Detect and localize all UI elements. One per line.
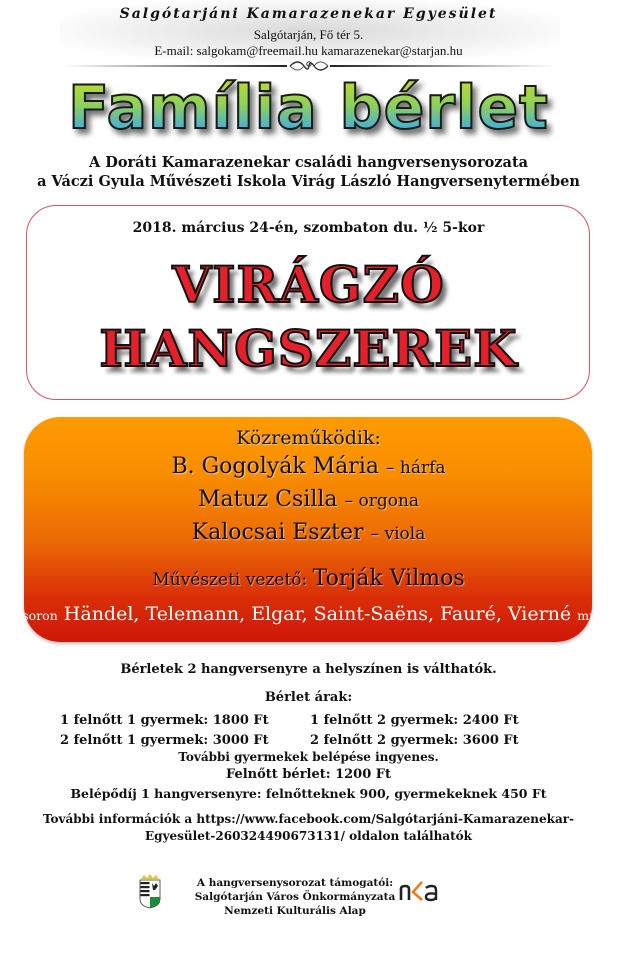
event-title-line-1: VIRÁGZÓ <box>172 255 445 314</box>
price-item: 1 felnőtt 1 gyermek: 1800 Ft <box>60 713 269 728</box>
price-item: 2 felnőtt 1 gyermek: 3000 Ft <box>60 733 269 748</box>
coat-of-arms-icon <box>138 873 162 909</box>
performer-row <box>0 454 617 479</box>
program-prefix: Műsoron <box>1 608 58 623</box>
director-label: Művészeti vezető: <box>152 570 308 590</box>
event-title-line-2: HANGSZEREK <box>99 319 518 378</box>
more-info-line-2[interactable]: Egyesület-260324490673131/ oldalon találhatók <box>145 829 472 843</box>
performer-name: Kalocsai Eszter <box>191 520 364 545</box>
performer-row <box>0 520 617 545</box>
free-children-note: További gyermekek belépése ingyenes. <box>178 750 439 764</box>
price-item: 1 felnőtt 2 gyermek: 2400 Ft <box>310 713 519 728</box>
prices-label: Bérlet árak: <box>264 690 353 705</box>
performer-instrument: – orgona <box>344 491 420 511</box>
ticket-notice: Bérletek 2 hangversenyre a helyszínen is válthatók. <box>120 662 497 677</box>
divider-right <box>330 65 555 67</box>
organization-email: E-mail: salgokam@freemail.hu kamarazenekar@starjan.hu <box>154 43 463 58</box>
program-line <box>0 603 617 625</box>
performer-instrument: – hárfa <box>385 458 446 478</box>
performer-row <box>0 487 617 512</box>
artistic-director <box>0 566 617 591</box>
price-item: 2 felnőtt 2 gyermek: 3600 Ft <box>310 733 519 748</box>
performer-name: Matuz Csilla <box>197 487 338 512</box>
organization-name: Salgótarjáni Kamarazenekar Egyesület <box>119 6 498 22</box>
subtitle-line-2: a Váczi Gyula Művészeti Iskola Virág László Hangversenytermében <box>37 173 580 190</box>
organization-address: Salgótarján, Fő tér 5. <box>253 27 364 42</box>
single-entry-price: Belépődíj 1 hangversenyre: felnőtteknek 900, gyermekeknek 450 Ft <box>70 786 547 801</box>
performer-name: B. Gogolyák Mária <box>171 454 379 479</box>
more-info-line-1[interactable]: További információk a https://www.facebook.com/Salgótarjáni-Kamarazenekar- <box>42 812 575 826</box>
director-name: Torják Vilmos <box>312 566 465 591</box>
program-suffix: művei <box>577 608 616 623</box>
performers-label: Közreműködik: <box>236 427 381 449</box>
program-composers: Händel, Telemann, Elgar, Saint-Saëns, Fauré, Vierné <box>63 603 572 625</box>
sponsor-name: Nemzeti Kulturális Alap <box>224 905 366 917</box>
performer-instrument: – viola <box>370 524 426 544</box>
event-date: 2018. március 24-én, szombaton du. ½ 5-kor <box>132 220 485 236</box>
page-title: Família bérlet <box>0 72 617 144</box>
sponsor-name: Salgótarján Város Önkormányzata <box>194 891 396 903</box>
subtitle-line-1: A Doráti Kamarazenekar családi hangversenysorozata <box>88 154 529 171</box>
adult-pass-price: Felnőtt bérlet: 1200 Ft <box>225 767 392 782</box>
nka-logo-icon <box>398 880 442 902</box>
divider-left <box>62 65 287 67</box>
sponsors-heading: A hangversenysorozat támogatói: <box>196 877 394 889</box>
